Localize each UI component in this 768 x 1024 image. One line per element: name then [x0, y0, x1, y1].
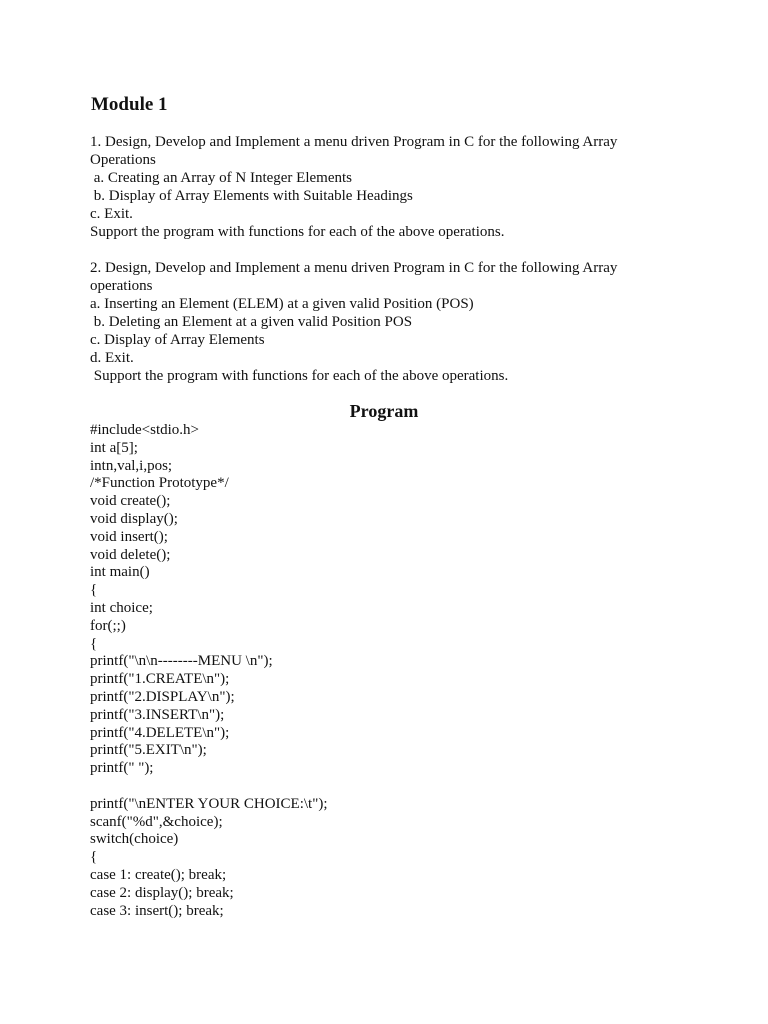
- question-1-line: 1. Design, Develop and Implement a menu driven Program in C for the following Array: [90, 134, 618, 150]
- code-line: printf("4.DELETE\n");: [90, 724, 230, 741]
- question-2-line: b. Deleting an Element at a given valid Position POS: [90, 314, 413, 330]
- question-1-line: b. Display of Array Elements with Suitable Headings: [90, 188, 413, 204]
- code-line: printf(" ");: [90, 760, 154, 777]
- question-1-line: Support the program with functions for each of the above operations.: [90, 224, 505, 240]
- question-2-line: c. Display of Array Elements: [90, 332, 265, 348]
- code-line: case 3: insert(); break;: [90, 902, 224, 919]
- code-line: void display();: [90, 510, 178, 527]
- code-line: int main(): [90, 564, 150, 581]
- code-line: #include<stdio.h>: [90, 422, 199, 438]
- code-line: {: [90, 635, 98, 652]
- program-heading: Program: [349, 401, 419, 421]
- module-title: Module 1: [91, 94, 168, 115]
- code-line: intn,val,i,pos;: [90, 457, 173, 474]
- code-line: printf("5.EXIT\n");: [90, 742, 207, 759]
- code-line: int choice;: [90, 599, 153, 616]
- code-line: printf("2.DISPLAY\n");: [90, 688, 235, 705]
- code-line: /*Function Prototype*/: [90, 475, 229, 492]
- code-line: void create();: [90, 493, 171, 510]
- code-line: {: [90, 849, 98, 866]
- question-1-line: c. Exit.: [90, 206, 133, 222]
- code-line: void delete();: [90, 546, 171, 563]
- question-2: [90, 259, 710, 385]
- code-line: switch(choice): [90, 831, 179, 848]
- question-2-line: a. Inserting an Element (ELEM) at a given valid Position (POS): [90, 296, 474, 312]
- question-2-line: 2. Design, Develop and Implement a menu driven Program in C for the following Array: [90, 260, 618, 276]
- code-line: for(;;): [90, 617, 126, 634]
- code-line: printf("3.INSERT\n");: [90, 706, 225, 723]
- code-line: case 2: display(); break;: [90, 884, 234, 901]
- question-1-line: Operations: [90, 152, 156, 168]
- code-listing: [90, 422, 690, 920]
- code-line: int a[5];: [90, 439, 138, 456]
- question-2-line: d. Exit.: [90, 350, 134, 366]
- code-line: scanf("%d",&choice);: [90, 813, 223, 830]
- code-line: {: [90, 582, 98, 599]
- code-line: printf("\nENTER YOUR CHOICE:\t");: [90, 795, 328, 812]
- question-1-line: a. Creating an Array of N Integer Elements: [90, 170, 352, 186]
- question-2-line: Support the program with functions for each of the above operations.: [90, 368, 509, 384]
- code-line: case 1: create(); break;: [90, 866, 227, 883]
- code-line: printf("1.CREATE\n");: [90, 671, 230, 688]
- code-line: [90, 778, 690, 796]
- code-line: void insert();: [90, 528, 168, 545]
- question-2-line: operations: [90, 278, 153, 294]
- code-line: printf("\n\n--------MENU \n");: [90, 653, 273, 670]
- question-1: [90, 133, 710, 241]
